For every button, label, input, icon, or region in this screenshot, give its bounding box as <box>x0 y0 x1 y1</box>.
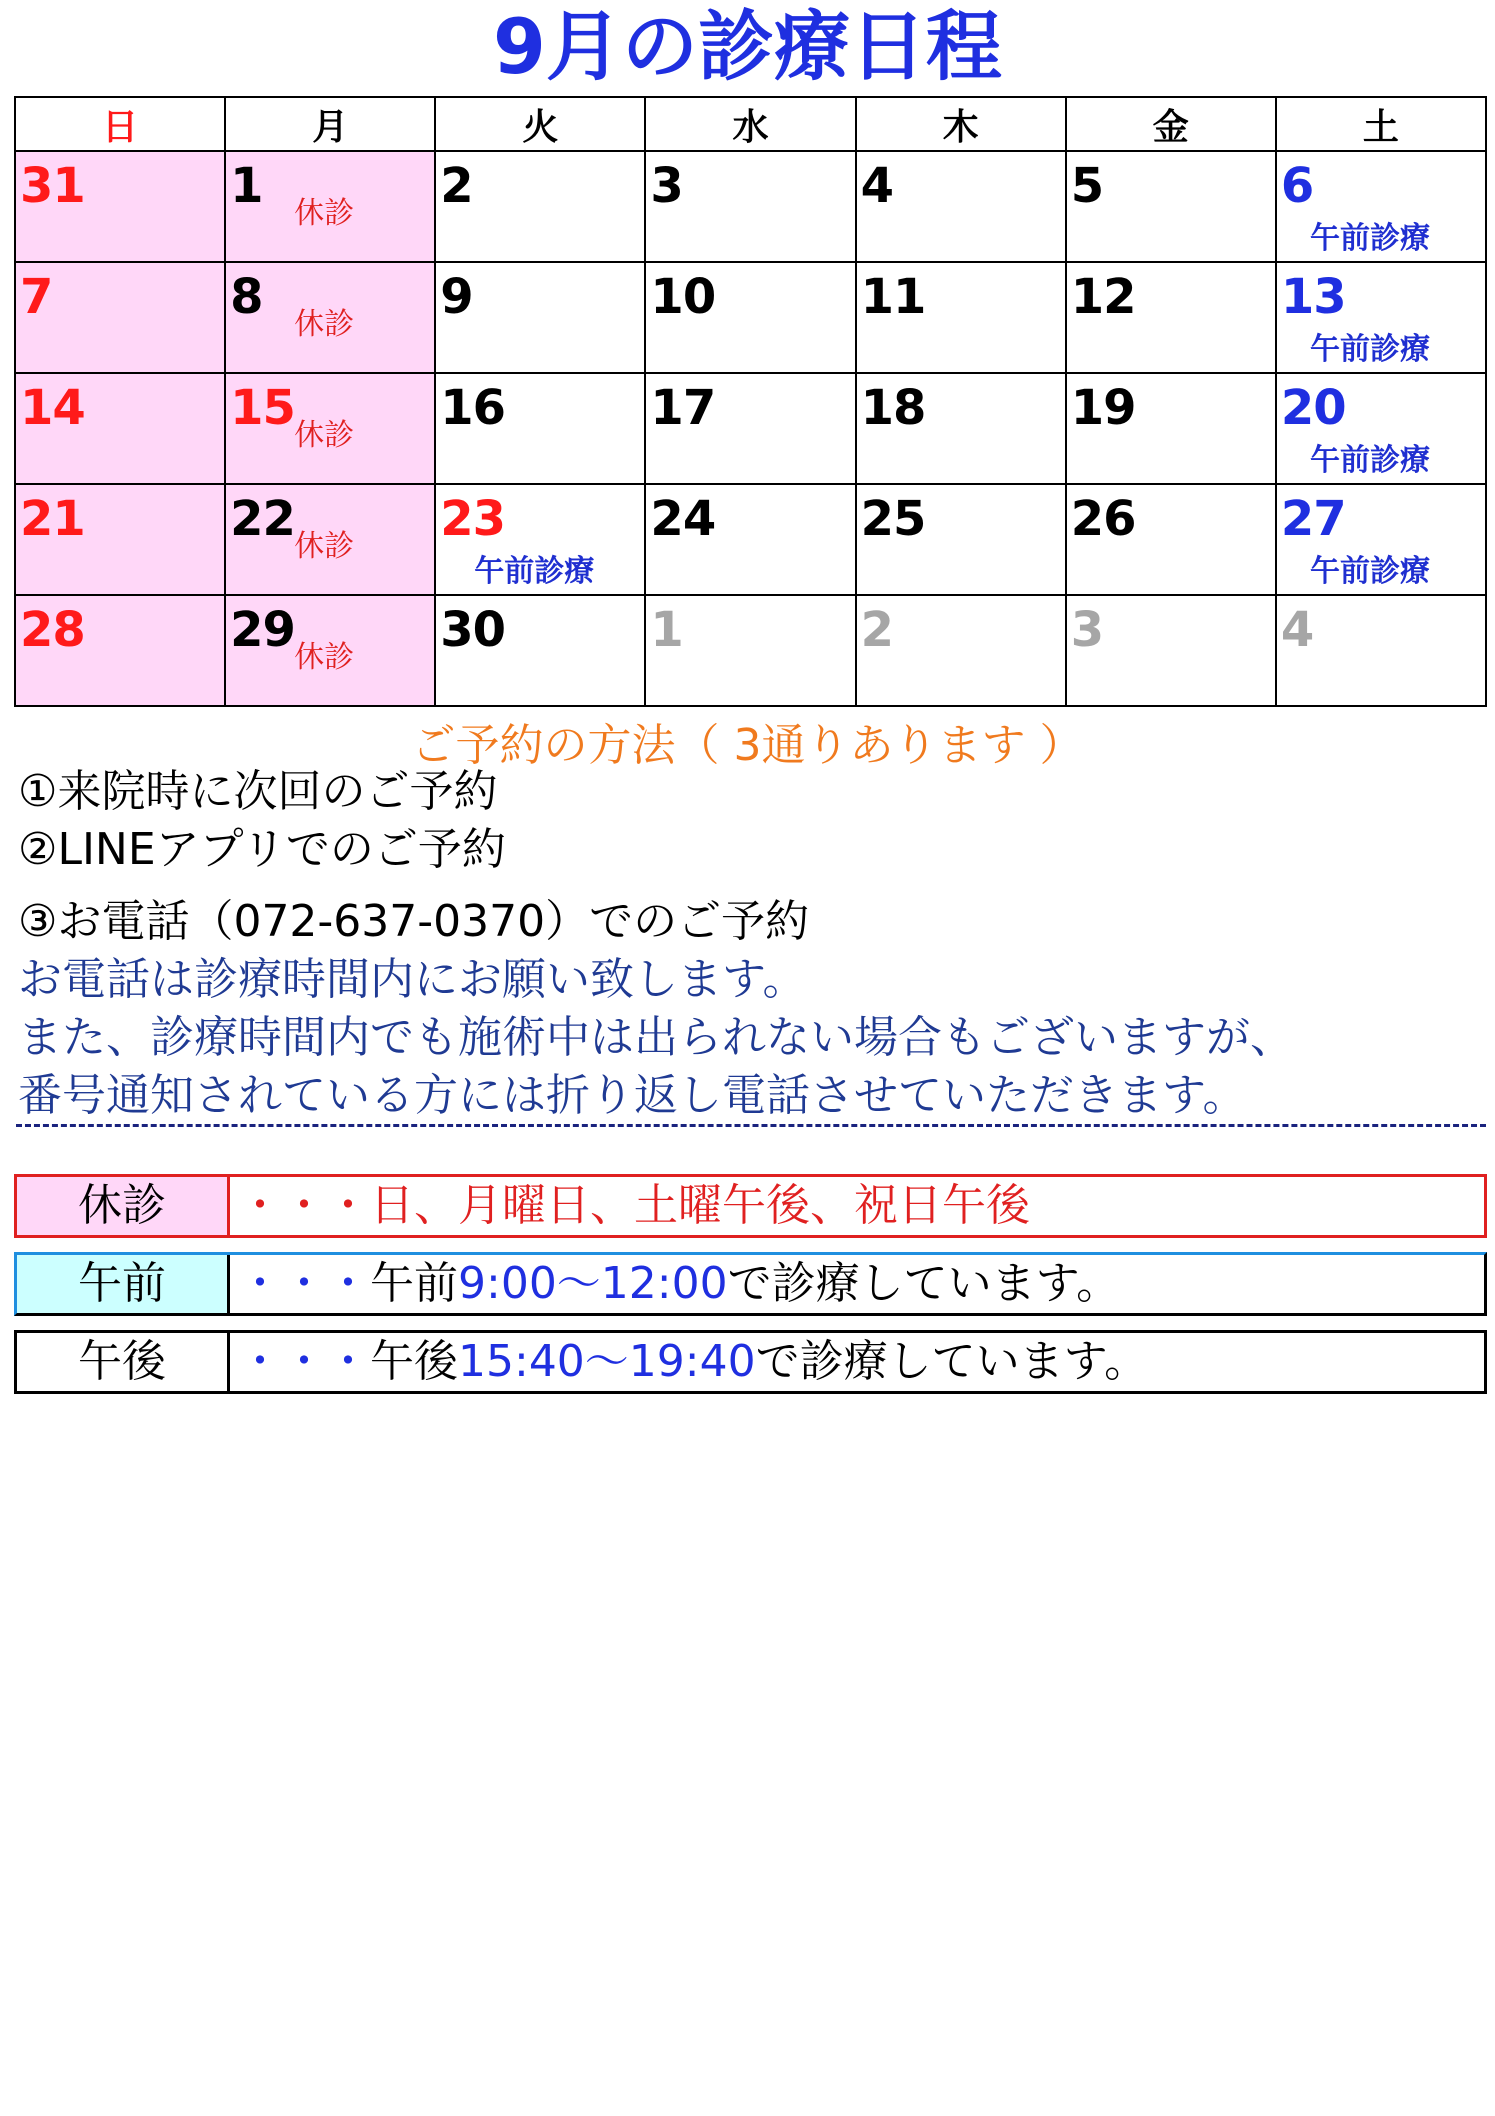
legend-am-pre: 午前 <box>370 1258 458 1309</box>
day-number: 29 <box>230 602 295 658</box>
calendar-day-cell <box>435 151 645 262</box>
closed-note: 休診 <box>294 640 355 675</box>
reservation-method-line: ②LINEアプリでのご予約 <box>18 824 506 875</box>
calendar-day-cell <box>645 484 855 595</box>
calendar-week-row <box>15 151 1486 262</box>
calendar-body <box>15 151 1486 706</box>
day-number: 8 <box>230 269 263 325</box>
weekday-header: 日 <box>15 97 225 151</box>
phone-note-callback: 番号通知されている方には折り返し電話させていただきます。 <box>18 1070 1247 1121</box>
calendar-day-cell <box>856 151 1066 262</box>
reservation-heading: ご予約の方法（ 3通りあります ） <box>411 720 1084 771</box>
calendar-day-cell <box>1276 595 1486 706</box>
day-number: 17 <box>650 380 716 436</box>
morning-only-note: 午前診療 <box>1310 554 1430 589</box>
calendar-day-cell <box>856 595 1066 706</box>
morning-only-note: 午前診療 <box>1310 221 1430 256</box>
legend-am-post: で診療しています。 <box>727 1258 1121 1309</box>
legend-pm-post: で診療しています。 <box>755 1336 1149 1387</box>
day-number: 23 <box>440 491 506 547</box>
phone-note-busy: また、診療時間内でも施術中は出られない場合もございますが、 <box>18 1012 1294 1063</box>
day-number: 12 <box>1070 269 1136 325</box>
legend-am-dots: ・・・ <box>238 1258 370 1309</box>
weekday-header: 水 <box>645 97 855 151</box>
closed-note: 休診 <box>294 529 355 564</box>
day-number: 20 <box>1280 380 1346 436</box>
day-number: 2 <box>440 158 473 214</box>
calendar-day-cell <box>225 373 435 484</box>
page-title: 9月の診療日程 <box>493 2 1002 91</box>
legend-pm-label: 午後 <box>17 1333 230 1391</box>
day-number: 27 <box>1280 491 1346 547</box>
calendar-day-cell <box>645 262 855 373</box>
day-number: 3 <box>650 158 683 214</box>
calendar-day-cell <box>1066 484 1276 595</box>
calendar-day-cell <box>856 373 1066 484</box>
calendar-day-cell <box>225 262 435 373</box>
calendar-day-cell <box>225 595 435 706</box>
closed-note: 休診 <box>294 307 355 342</box>
day-number: 5 <box>1070 158 1104 214</box>
day-number: 22 <box>230 491 295 547</box>
calendar-week-row <box>15 373 1486 484</box>
closed-note: 休診 <box>294 196 355 231</box>
calendar-day-cell <box>435 484 645 595</box>
calendar-week-row <box>15 484 1486 595</box>
calendar-day-cell <box>1276 484 1486 595</box>
day-number: 14 <box>20 380 85 436</box>
legend-closed-desc: ・・・日、月曜日、土曜午後、祝日午後 <box>238 1180 1030 1231</box>
legend-am-time: 9:00～12:00 <box>458 1258 728 1309</box>
calendar-day-cell <box>435 373 645 484</box>
legend-pm-time: 15:40～19:40 <box>458 1336 756 1387</box>
calendar-day-cell <box>645 595 855 706</box>
calendar-day-cell <box>435 595 645 706</box>
day-number: 13 <box>1280 269 1346 325</box>
day-number: 1 <box>650 602 683 658</box>
legend-pm-dots: ・・・ <box>238 1336 370 1387</box>
calendar-day-cell <box>1066 151 1276 262</box>
phone-note-hours: お電話は診療時間内にお願い致します。 <box>18 954 807 1005</box>
day-number: 15 <box>230 380 295 436</box>
day-number: 16 <box>440 380 506 436</box>
day-number: 4 <box>1280 602 1314 658</box>
weekday-header-row <box>15 97 1486 151</box>
day-number: 3 <box>1070 602 1104 658</box>
calendar-day-cell <box>645 373 855 484</box>
calendar-day-cell <box>1276 151 1486 262</box>
calendar-day-cell <box>15 595 225 706</box>
day-number: 24 <box>650 491 716 547</box>
calendar-day-cell <box>15 484 225 595</box>
dashed-divider <box>16 1124 1486 1127</box>
legend-pm-row <box>14 1330 1487 1394</box>
calendar-day-cell <box>15 151 225 262</box>
weekday-header: 金 <box>1066 97 1276 151</box>
day-number: 6 <box>1280 158 1314 214</box>
day-number: 7 <box>20 269 53 325</box>
calendar-day-cell <box>15 373 225 484</box>
day-number: 18 <box>860 380 926 436</box>
calendar-day-cell <box>856 262 1066 373</box>
day-number: 21 <box>20 491 85 547</box>
legend-closed-label: 休診 <box>17 1177 230 1235</box>
calendar-day-cell <box>1276 373 1486 484</box>
day-number: 25 <box>860 491 926 547</box>
day-number: 26 <box>1070 491 1136 547</box>
day-number: 31 <box>20 158 85 214</box>
morning-only-note: 午前診療 <box>1310 443 1430 478</box>
day-number: 10 <box>650 269 716 325</box>
legend-closed-row <box>14 1174 1487 1238</box>
weekday-header: 木 <box>856 97 1066 151</box>
weekday-header: 火 <box>435 97 645 151</box>
calendar-day-cell <box>1066 373 1276 484</box>
calendar-day-cell <box>15 262 225 373</box>
weekday-header: 月 <box>225 97 435 151</box>
calendar-day-cell <box>435 262 645 373</box>
day-number: 19 <box>1070 380 1136 436</box>
day-number: 11 <box>860 269 926 325</box>
morning-only-note: 午前診療 <box>1310 332 1430 367</box>
day-number: 30 <box>440 602 506 658</box>
legend-am-label: 午前 <box>17 1255 230 1313</box>
calendar-day-cell <box>1276 262 1486 373</box>
closed-note: 休診 <box>294 418 355 453</box>
day-number: 2 <box>860 602 893 658</box>
calendar-day-cell <box>1066 262 1276 373</box>
legend-pm-desc <box>230 1333 1484 1391</box>
reservation-method-visit: ①来院時に次回のご予約 <box>18 766 498 817</box>
reservation-method-phone: ③お電話（072-637-0370）でのご予約 <box>18 896 810 947</box>
calendar-week-row <box>15 595 1486 706</box>
legend-pm-pre: 午後 <box>370 1336 458 1387</box>
legend-am-row <box>14 1252 1487 1316</box>
calendar-day-cell <box>225 151 435 262</box>
day-number: 4 <box>860 158 893 214</box>
calendar-day-cell <box>856 484 1066 595</box>
calendar-table <box>14 96 1487 707</box>
day-number: 28 <box>20 602 85 658</box>
calendar-day-cell <box>225 484 435 595</box>
calendar-week-row <box>15 262 1486 373</box>
morning-only-note: 午前診療 <box>474 554 595 589</box>
calendar-day-cell <box>645 151 855 262</box>
day-number: 9 <box>440 269 473 325</box>
legend-am-desc <box>230 1255 1484 1313</box>
day-number: 1 <box>230 158 263 214</box>
calendar-day-cell <box>1066 595 1276 706</box>
weekday-header: 土 <box>1276 97 1486 151</box>
